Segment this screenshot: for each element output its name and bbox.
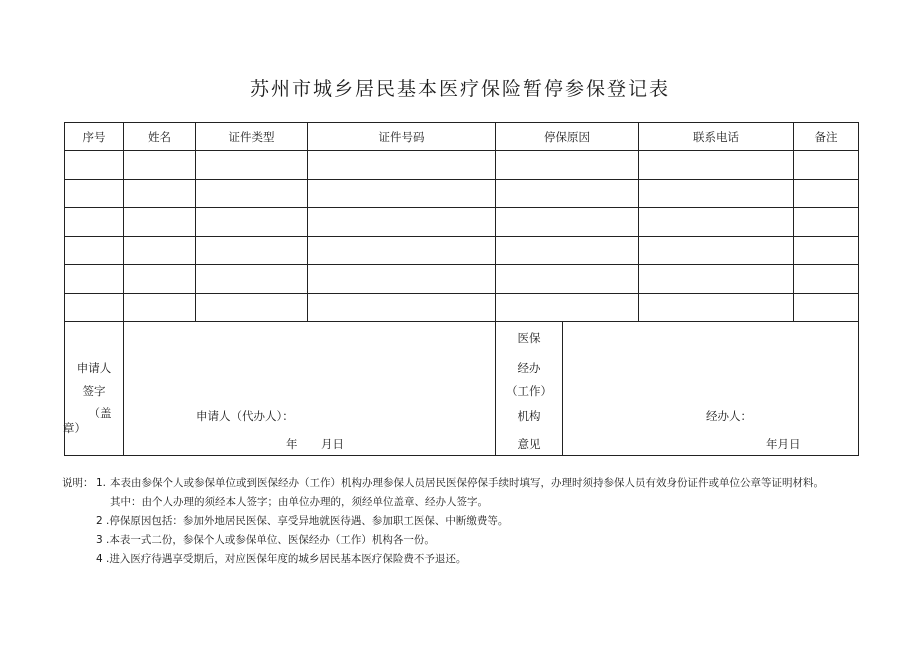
table-row [65,236,859,265]
blank-cell[interactable] [124,208,196,237]
agency-label-line4: 机构 [517,409,541,423]
blank-cell[interactable] [124,265,196,294]
blank-cell[interactable] [196,179,308,208]
table-row [65,265,859,294]
agency-label-line3: （工作） [506,384,552,398]
blank-cell[interactable] [308,208,496,237]
blank-cell[interactable] [308,151,496,180]
blank-cell[interactable] [196,293,308,322]
header-cell-reason: 停保原因 [496,123,639,151]
header-cell-remarks: 备注 [794,123,859,151]
table-row [65,208,859,237]
blank-cell[interactable] [308,293,496,322]
note-line [62,531,862,550]
blank-cell[interactable] [639,236,794,265]
signature-row [65,322,859,456]
note-number: 3 [96,534,103,546]
note-text: .停保原因包括：参加外地居民医保、享受异地就医待遇、参加职工医保、中断缴费等。 [106,515,509,527]
note-text: .本表一式二份，参保个人或参保单位、医保经办（工作）机构各一份。 [106,534,435,546]
blank-cell[interactable] [65,265,124,294]
note-line [62,493,862,512]
agency-date: 年月日 [766,437,801,451]
registration-table [64,122,859,456]
blank-cell[interactable] [496,265,639,294]
agency-label-column [496,322,563,455]
note-line [62,550,862,569]
applicant-date-year: 年 [286,437,298,451]
notes-lead: 说明： [62,477,94,489]
agency-opinion-cell[interactable] [496,322,859,456]
blank-cell[interactable] [65,179,124,208]
blank-cell[interactable] [65,293,124,322]
blank-cell[interactable] [124,151,196,180]
applicant-label-line1: 申请人 [76,361,112,375]
applicant-field-label: 申请人（代办人）： [196,409,294,423]
blank-cell[interactable] [496,236,639,265]
applicant-label-cell [65,322,124,456]
table-row [65,179,859,208]
page-title: 苏州市城乡居民基本医疗保险暂停参保登记表 [249,78,670,100]
header-row [65,123,859,151]
agency-label-line1: 医保 [517,331,541,345]
applicant-label-paren: （盖 [88,406,112,420]
blank-cell[interactable] [308,179,496,208]
header-cell-index: 序号 [65,123,124,151]
table-row [65,293,859,322]
blank-cell[interactable] [496,179,639,208]
blank-cell[interactable] [196,265,308,294]
blank-cell[interactable] [639,265,794,294]
blank-cell[interactable] [496,151,639,180]
note-number: 4 [96,553,103,565]
agent-field-label: 经办人： [706,409,752,423]
blank-cell[interactable] [496,293,639,322]
blank-cell[interactable] [794,208,859,237]
blank-cell[interactable] [124,179,196,208]
blank-cell[interactable] [196,208,308,237]
blank-cell[interactable] [65,236,124,265]
blank-cell[interactable] [124,236,196,265]
agency-label-line2: 经办 [517,361,541,375]
blank-cell[interactable] [196,236,308,265]
blank-cell[interactable] [65,151,124,180]
note-line [62,474,862,493]
blank-cell[interactable] [794,293,859,322]
blank-cell[interactable] [65,208,124,237]
header-cell-name: 姓名 [124,123,196,151]
agency-label-line5: 意见 [517,437,541,451]
notes-section [62,474,862,569]
blank-cell[interactable] [794,265,859,294]
blank-cell[interactable] [196,151,308,180]
note-text: 本表由参保个人或参保单位或到医保经办（工作）机构办理参保人员居民医保停保手续时填写，办理时须持参保人员有效身份证件或单位公章等证明材料。 [110,477,824,489]
blank-cell[interactable] [639,293,794,322]
blank-cell[interactable] [308,236,496,265]
blank-cell[interactable] [496,208,639,237]
blank-cell[interactable] [124,293,196,322]
applicant-date-md: 月日 [321,437,344,451]
header-cell-id-number: 证件号码 [308,123,496,151]
blank-cell[interactable] [794,151,859,180]
blank-cell[interactable] [639,208,794,237]
note-number: 1. [96,477,107,489]
applicant-signature-area[interactable] [124,322,496,456]
note-number: 2 [96,515,103,527]
header-cell-phone: 联系电话 [639,123,794,151]
note-text: .进入医疗待遇享受期后，对应医保年度的城乡居民基本医疗保险费不予退还。 [106,553,467,565]
note-text: 其中：由个人办理的须经本人签字；由单位办理的，须经单位盖章、经办人签字。 [110,496,488,508]
applicant-label-end: 章） [63,421,86,435]
blank-cell[interactable] [308,265,496,294]
table-row [65,151,859,180]
blank-cell[interactable] [794,179,859,208]
blank-cell[interactable] [639,179,794,208]
blank-cell[interactable] [794,236,859,265]
blank-cell[interactable] [639,151,794,180]
applicant-label-line2: 签字 [82,384,106,398]
header-cell-id-type: 证件类型 [196,123,308,151]
note-line [62,512,862,531]
